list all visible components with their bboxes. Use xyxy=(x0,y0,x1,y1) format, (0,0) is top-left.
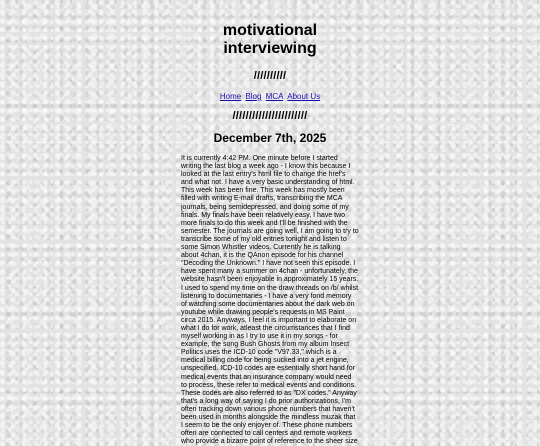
nav-link-mca[interactable]: MCA xyxy=(265,92,284,101)
nav-bar xyxy=(0,92,540,101)
divider-long: /////////////////////// xyxy=(232,110,308,122)
site-title: motivational interviewing xyxy=(222,22,318,57)
post-date: December 7th, 2025 xyxy=(213,131,327,145)
divider-short: ////////// xyxy=(253,70,287,82)
nav-link-blog[interactable]: Blog xyxy=(245,92,262,101)
nav-link-home[interactable]: Home xyxy=(219,92,242,101)
post-body: It is currently 4:42 PM. One minute before I started writing the last blog a week ago - I know this because I looked at the last entry's html file to change the href's and what not. I have a very basic understanding of html. This week has been fine. This week has mostly been filled with writing E-mail drafts, transcribing the MCA journals, being semidepressed, and doing some of my finals. My finals have been relatively easy, I have two more finals to do this week and I'll be finished with the semester. The journals are going well, I am going to try to transcribe some of my old entries tonight and listen to some Simon Whistler videos. Currently he is talking about 4chan, it is the QAnon episode for his channel "Decoding the Unknown." I have not seen this episode. I have spent many a summer on 4chan - unfortunately, the website hasn't been enjoyable in approximately 15 years. I used to spend my time on the draw threads on /b/ whilst listening to documentaries - I have a very fond memory of watching some documentaries about the dark web on youtube while drawing people's requests in MS Paint circa 2015. Anyways, I feel it is important to elaborate on what I do for work, atleast the circumstances that I find myself working in as I try to use it in my songs - for example, the song Bush Ghosts from my album Insect Politics uses the ICD-10 code "V97.33," which is a medical billing code for being sucked into a jet engine, unspecified. ICD-10 codes are essentially short hand for medical events that an insurance company would need to process, these refer to medical events and conditions. These codes are also referred to as "DX codes." Anyway that's a long way of saying I do prior authorizations, I'm often tracking down various phone numbers that haven't been used in months alongside the mindless muzak that I seem to be the only enjoyer of. These phone numbers often are connected to call centers and remote workers who provide a bizarre point of reference to the sheer size xyxy=(181,155,359,446)
nav-link-about-us[interactable]: About Us xyxy=(287,92,321,101)
